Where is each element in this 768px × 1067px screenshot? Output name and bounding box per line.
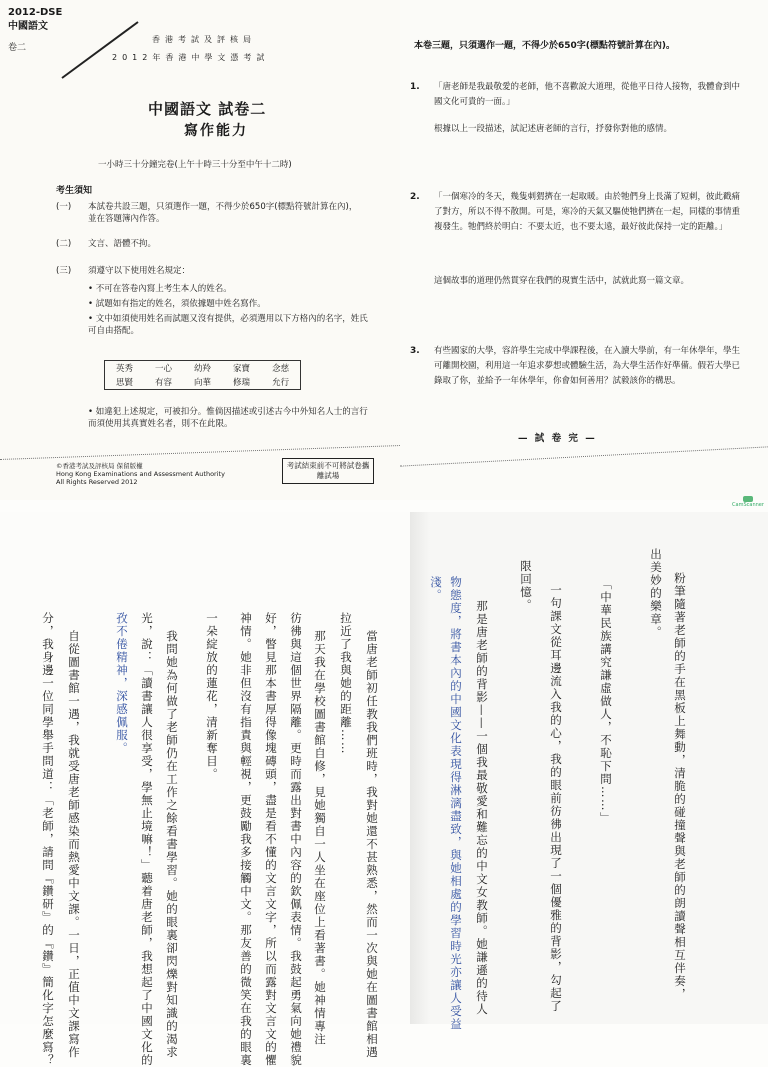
- name-cell: 念慈: [272, 364, 290, 374]
- instruction-number: (一): [56, 202, 72, 212]
- name-rule: • 不可在答卷內寫上考生本人的姓名。: [88, 284, 232, 294]
- essay-column: 我問她為何做了老師仍在工作之餘看書學習。她的眼裏卻閃爍對知識的渴求: [165, 630, 179, 1059]
- paper-number: 卷二: [8, 43, 27, 53]
- essay-column: 一句課文從耳邊流入我的心，我的眼前彷彿出現了一個優雅的背影，勾起了: [549, 584, 563, 1013]
- essay-column: 拉近了我與她的距離……: [339, 612, 353, 755]
- end-of-paper-mark: — 試 卷 完 —: [518, 433, 597, 444]
- paper-title: 中國語文 試卷二: [148, 100, 267, 118]
- names-row: [105, 361, 301, 376]
- instruction-number: (三): [56, 266, 72, 276]
- question-number: 2.: [410, 192, 420, 202]
- instruction-text: 本試卷共設三題，只須選作一題，不得少於650字(標點符號計算在內)，並在答題簿內作答。: [88, 202, 358, 224]
- name-cell: 有容: [155, 378, 173, 388]
- essay-column: 彷彿與這個世界隔離。更時而露出對書中內容的欽佩表情。我鼓起勇氣向她禮貌: [289, 612, 303, 1067]
- paper-code: 2012-DSE: [8, 7, 63, 18]
- essay-column: 淺。: [429, 576, 443, 602]
- essay-column: 物態度，將書本內的中國文化表現得淋漓盡致，與她相處的學習時光亦讓人受益: [449, 576, 463, 1031]
- essay-column: 那天我在學校圖書館自修，見她獨自一人坐在座位上看著書。她神情專注: [313, 630, 327, 1046]
- essay-page-left: [0, 512, 410, 1067]
- question-1-task: 根據以上一段描述，試記述唐老師的言行，抒發你對他的感情。: [434, 124, 673, 134]
- name-cell: 允行: [272, 378, 290, 388]
- instruction-text: 須遵守以下使用姓名規定：: [88, 266, 191, 276]
- instruction-text: 文言、語體不拘。: [88, 239, 157, 249]
- essay-column: 那是唐老師的背影——一個我最敬愛和難忘的中文女教師。她謙遜的待人: [475, 600, 489, 1016]
- name-rules-list: [88, 283, 374, 337]
- essay-page-right: [410, 512, 768, 1031]
- questions-panel: [400, 0, 768, 508]
- essay-column: 當唐老師初任教我們班時，我對她還不甚熟悉，然而一次與她在圖書館相遇: [365, 630, 379, 1059]
- paper-subtitle: 寫作能力: [184, 123, 248, 139]
- footnote: • 如違犯上述規定，可被扣分。惟倘因描述或引述古今中外知名人士的言行而須使用其真實姓名者，則不在此限。: [88, 407, 368, 429]
- exam-duration: 一小時三十分鐘完卷(上午十時三十分至中午十二時): [98, 160, 292, 170]
- essay-column: 好，瞥見那本書厚得像塊磚頭，盡是看不懂的文言文字，所以而露對文言文的懼: [264, 612, 278, 1067]
- essay-column: 出美妙的樂章。: [649, 548, 663, 639]
- essay-column: 分，我身邊一位同學舉手問道：「老師，請問『鑽研』的『鑽』簡化字怎麼寫？: [41, 612, 55, 1067]
- essay-column: 粉筆隨著老師的手在黑板上舞動，清脆的碰撞聲與老師的朗讀聲相互伴奏，: [673, 572, 687, 1001]
- name-rule: • 文中如須使用姓名而試題又沒有提供，必須選用以下方格內的名字，姓氏可自由搭配。: [88, 314, 368, 336]
- name-cell: 思賢: [116, 378, 134, 388]
- exam-name: 2012年香港中學文憑考試: [112, 53, 270, 62]
- question-3-prompt: 有些國家的大學，容許學生完成中學課程後，在入讀大學前，有一年休學年，學生可離開校園，利用這一年追求夢想或體驗生活，為大學生活作好準備。假若大學已錄取了你，並給予一年休學年，你會如何善用？試毅該你的構思。: [434, 346, 741, 386]
- questions-intro: 本卷三題，只須選作一題，不得少於650字(標點符號計算在內)。: [414, 41, 676, 51]
- question-2-task: 這個故事的道理仍然貫穿在我們的現實生活中，試就此寫一篇文章。: [434, 276, 690, 286]
- copyright-block: ©香港考試及評核局 保留版權 Hong Kong Examinations and Assessment Authority All Rights Reserved 2012: [56, 462, 225, 486]
- name-cell: 英秀: [116, 364, 134, 374]
- instruction-number: (二): [56, 239, 72, 249]
- question-number: 1.: [410, 82, 420, 92]
- essay-column: 自從圖書館一遇，我就受唐老師感染而熱愛中文課。一日，正值中文課寫作: [67, 630, 81, 1059]
- name-cell: 幼羚: [194, 364, 212, 374]
- name-cell: 向華: [194, 378, 212, 388]
- name-cell: 修瑞: [233, 378, 251, 388]
- name-rule: • 試題如有指定的姓名，須依據題中姓名寫作。: [88, 299, 266, 309]
- authority-name: 香港考試及評核局: [152, 35, 256, 44]
- essay-column: 一朵綻放的蓮花，清新奪目。: [205, 612, 219, 781]
- header-slash-line: [60, 20, 140, 80]
- essay-column: 「中華民族講究謙虛做人，不恥下問……」: [599, 578, 613, 825]
- instructions-heading: 考生須知: [56, 186, 93, 196]
- question-number: 3.: [410, 346, 420, 356]
- name-cell: 一心: [155, 364, 173, 374]
- question-1-prompt: 「唐老師是我最敬愛的老師，他不喜歡說大道理，從他平日待人接物，我體會到中國文化可貴的一面。」: [434, 82, 741, 107]
- paper-subject: 中國語文: [8, 21, 48, 32]
- dotted-divider: [400, 446, 768, 466]
- exam-cover-panel: [0, 0, 400, 500]
- essay-column: 神情。她非但沒有指責與輕視，更鼓勵我多接觸中文。那友善的微笑在我的眼裏: [239, 612, 253, 1067]
- question-2-prompt: 「一個寒冷的冬天，幾隻刺猬擠在一起取暖。由於牠們身上長滿了短刺，彼此戳痛了對方，所以不得不散開。可是，寒冷的天氣又驅使牠們擠在一起，同樣的事情重複發生。牠們終於明白：不要太近，也不要太遠，最好彼此保持一定的距離。」: [434, 192, 741, 232]
- camscanner-logo: CamScanner: [730, 496, 766, 508]
- essay-column: 孜不倦精神，深感佩服。: [115, 612, 129, 755]
- name-cell: 家寶: [233, 364, 251, 374]
- allowed-names-table: [104, 360, 301, 390]
- no-removal-stamp: 考試結束前不可將試卷攜離試場: [282, 458, 374, 484]
- page-edge-shadow: [410, 512, 430, 1024]
- names-row: [105, 375, 301, 390]
- essay-column: 限回憶。: [519, 560, 533, 612]
- essay-column: 光，說：「讀書讓人很享受，學無止境嘛！」聽着唐老師，我想起了中國文化的: [140, 612, 154, 1067]
